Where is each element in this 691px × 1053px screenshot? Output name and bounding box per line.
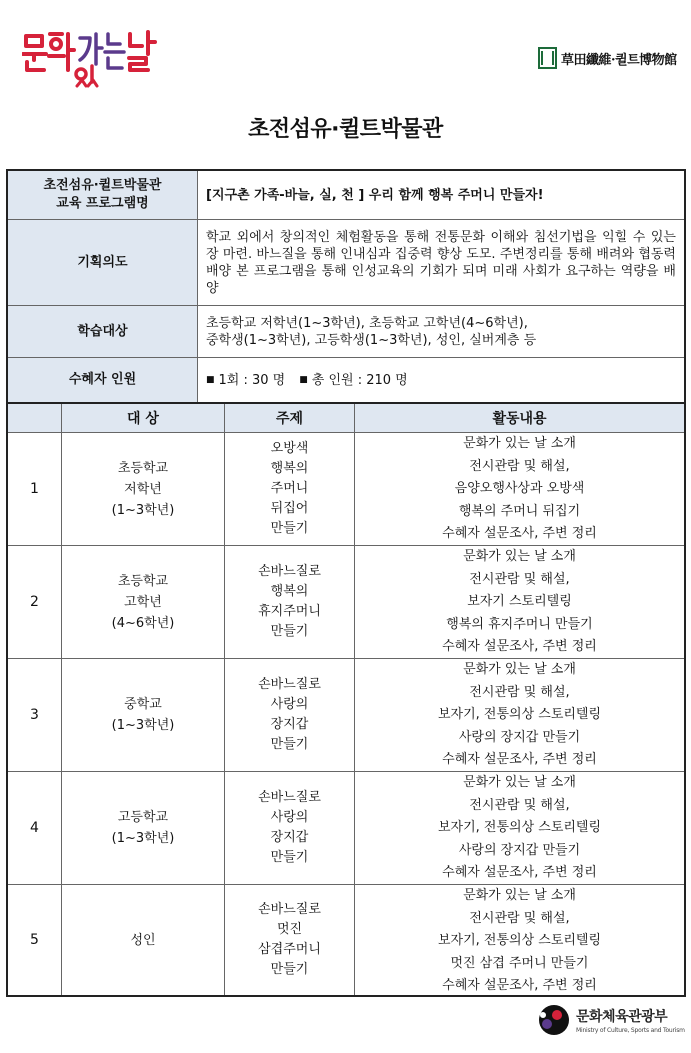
header-activity: 활동내용	[492, 411, 547, 427]
row-target	[62, 772, 225, 884]
topic-line: 사랑의	[270, 810, 309, 825]
museum-logo-text: 草田纖維·퀼트博物館	[561, 52, 677, 68]
row-activity	[355, 546, 684, 658]
topic-line: 멋진	[276, 922, 303, 937]
target-value	[198, 306, 684, 357]
square-bullet-icon: ■	[299, 374, 308, 385]
ministry-name-ko: 문화체육관광부	[576, 1009, 668, 1025]
program-name-label-line2: 교육 프로그램명	[56, 196, 149, 211]
activity-line: 문화가 있는 날 소개	[463, 549, 576, 564]
ministry-name-en: Ministry of Culture, Sports and Tourism	[576, 1027, 685, 1034]
activity-line: 문화가 있는 날 소개	[463, 775, 576, 790]
activity-line: 문화가 있는 날 소개	[463, 662, 576, 677]
target-line: 저학년	[124, 481, 162, 497]
table-row	[8, 659, 684, 772]
topic-line: 주머니	[270, 481, 309, 496]
row-number: 2	[8, 546, 62, 658]
total-count: 총 인원 : 210 명	[311, 372, 408, 388]
target-row	[8, 306, 684, 358]
topic-line: 삼겹주머니	[258, 942, 321, 957]
topic-line: 뒤집어	[270, 501, 309, 516]
row-topic	[225, 433, 355, 545]
topic-line: 장지갑	[270, 717, 309, 732]
topic-line: 만들기	[270, 850, 309, 865]
activity-line: 행복의 휴지주머니 만들기	[446, 616, 593, 632]
row-topic	[225, 546, 355, 658]
activity-line: 수혜자 설문조사, 주변 정리	[442, 752, 597, 767]
row-target	[62, 885, 225, 995]
row-topic	[225, 885, 355, 995]
square-bullet-icon: ■	[206, 374, 215, 385]
topic-line: 만들기	[270, 624, 309, 639]
page-title: 초전섬유·퀼트박물관	[248, 117, 443, 142]
museum-logo	[538, 44, 690, 72]
topic-line: 행복의	[270, 584, 309, 599]
topic-line: 손바느질로	[258, 902, 321, 917]
activity-table-body	[8, 433, 684, 995]
purpose-value	[198, 220, 684, 305]
row-activity	[355, 885, 684, 995]
activity-table-header	[8, 404, 684, 433]
activity-line: 문화가 있는 날 소개	[463, 888, 576, 903]
topic-line: 만들기	[270, 521, 309, 536]
row-activity	[355, 659, 684, 771]
activity-line: 멋진 삼겹 주머니 만들기	[450, 955, 589, 971]
activity-line: 보자기, 전통의상 스토리텔링	[437, 933, 602, 948]
target-line: (1~3학년)	[111, 718, 175, 733]
activity-line: 전시관람 및 해설,	[469, 458, 570, 474]
row-number: 1	[8, 433, 62, 545]
topic-line: 손바느질로	[258, 564, 321, 579]
purpose-text: 학교 외에서 창의적인 체험활동을 통해 전통문화 이해와 침선기법을 익힐 수 있는 장 마련. 바느질을 통해 인내심과 집중력 향상 도모. 주변정리를 통해 배려와 협동력배양 본 프로그램을 통해 인성교육의 기회가 되며 미래 사회가 요구하는 역량을 배양	[206, 229, 676, 296]
topic-line: 만들기	[270, 737, 309, 752]
header-number	[8, 404, 62, 432]
per-session-count: 1회 : 30 명	[218, 372, 286, 388]
target-line: 성인	[130, 932, 156, 948]
activity-line: 전시관람 및 해설,	[469, 684, 570, 700]
ministry-emblem-icon	[536, 1003, 572, 1037]
target-line: 고등학교	[117, 810, 169, 825]
target-line1: 초등학교 저학년(1~3학년), 초등학교 고학년(4~6학년),	[206, 315, 528, 331]
purpose-row	[8, 220, 684, 306]
activity-line: 보자기, 전통의상 스토리텔링	[437, 707, 602, 722]
culture-day-logo-graphic	[22, 30, 157, 88]
ministry-text	[576, 1006, 685, 1034]
target-line: (1~3학년)	[111, 502, 175, 518]
table-row	[8, 546, 684, 659]
table-row	[8, 885, 684, 995]
topic-line: 손바느질로	[258, 677, 321, 692]
row-activity	[355, 772, 684, 884]
museum-emblem-icon	[538, 47, 557, 69]
row-topic	[225, 659, 355, 771]
target-label: 학습대상	[8, 306, 198, 357]
program-name-row	[8, 171, 684, 220]
activity-table	[6, 402, 686, 997]
activity-line: 음양오행사상과 오방색	[454, 481, 585, 496]
activity-line: 보자기, 전통의상 스토리텔링	[437, 820, 602, 835]
beneficiaries-label: 수혜자 인원	[8, 358, 198, 402]
row-target	[62, 659, 225, 771]
activity-line: 보자기 스토리텔링	[467, 594, 572, 609]
topic-line: 휴지주머니	[258, 604, 321, 619]
table-row	[8, 433, 684, 546]
target-line2: 중학생(1~3학년), 고등학생(1~3학년), 성인, 실버계층 등	[206, 332, 537, 348]
beneficiaries-row	[8, 358, 684, 402]
target-line: 초등학교	[117, 460, 169, 476]
topic-line: 오방색	[270, 441, 309, 456]
row-topic	[225, 772, 355, 884]
purpose-label: 기획의도	[8, 220, 198, 305]
activity-line: 수혜자 설문조사, 주변 정리	[442, 526, 597, 541]
activity-line: 전시관람 및 해설,	[469, 797, 570, 813]
header-target: 대 상	[62, 404, 225, 432]
ministry-logo	[536, 1003, 688, 1037]
activity-line: 문화가 있는 날 소개	[463, 436, 576, 451]
activity-line: 수혜자 설문조사, 주변 정리	[442, 978, 597, 993]
target-line: 고학년	[124, 594, 162, 610]
activity-line: 전시관람 및 해설,	[469, 571, 570, 587]
header-topic: 주제	[225, 404, 355, 432]
topic-line: 장지갑	[270, 830, 309, 845]
program-name-label-line1: 초전섬유·퀼트박물관	[43, 178, 162, 193]
topic-line: 행복의	[270, 461, 309, 476]
table-row	[8, 772, 684, 885]
activity-line: 사랑의 장지갑 만들기	[458, 729, 581, 745]
activity-line: 행복의 주머니 뒤집기	[458, 503, 581, 519]
target-line: (4~6학년)	[111, 615, 175, 631]
row-number: 5	[8, 885, 62, 995]
target-line: (1~3학년)	[111, 831, 175, 846]
program-info-table	[6, 169, 686, 404]
target-line: 초등학교	[117, 573, 169, 589]
topic-line: 손바느질로	[258, 790, 321, 805]
beneficiaries-value	[198, 358, 684, 402]
program-name-value: [지구촌 가족-바늘, 실, 천 ] 우리 함께 행복 주머니 만들자!	[206, 187, 544, 203]
activity-line: 전시관람 및 해설,	[469, 910, 570, 926]
topic-line: 사랑의	[270, 697, 309, 712]
activity-line: 수혜자 설문조사, 주변 정리	[442, 639, 597, 654]
program-name-label	[8, 171, 198, 219]
activity-line: 수혜자 설문조사, 주변 정리	[442, 865, 597, 880]
culture-day-logo	[22, 30, 157, 88]
row-target	[62, 433, 225, 545]
row-activity	[355, 433, 684, 545]
target-line: 중학교	[124, 697, 162, 712]
row-number: 4	[8, 772, 62, 884]
topic-line: 만들기	[270, 962, 309, 977]
activity-line: 사랑의 장지갑 만들기	[458, 842, 581, 858]
row-number: 3	[8, 659, 62, 771]
row-target	[62, 546, 225, 658]
